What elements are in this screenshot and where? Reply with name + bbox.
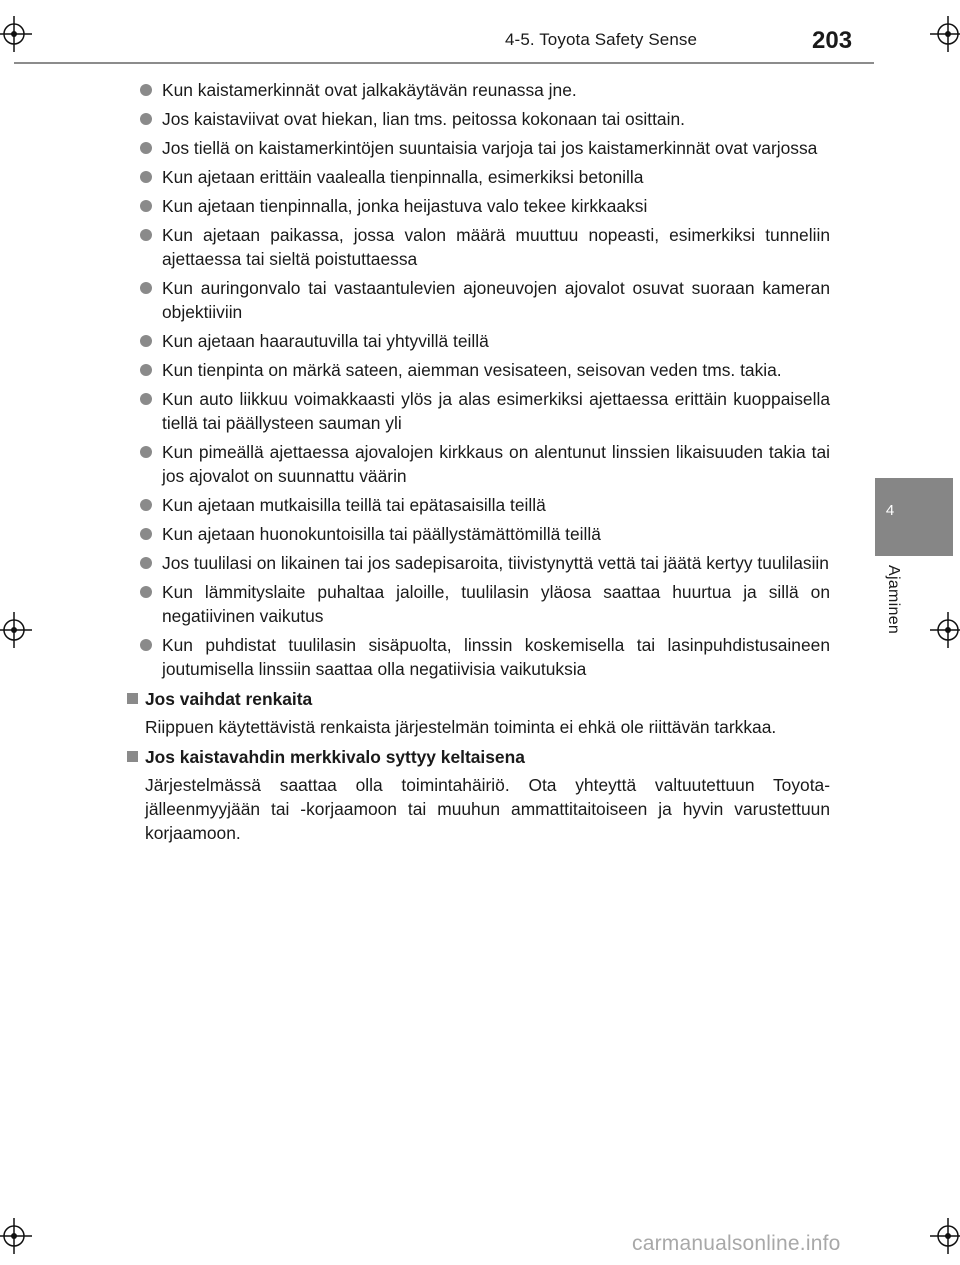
list-item-text: Jos tiellä on kaistamerkintöjen suuntaisia varjoja tai jos kaistamerkinnät ovat varjossa — [162, 138, 818, 158]
section-marker-icon — [127, 751, 138, 762]
bullet-icon — [140, 499, 152, 511]
bullet-icon — [140, 393, 152, 405]
list-item — [125, 194, 830, 218]
list-item-text: Kun puhdistat tuulilasin sisäpuolta, linssin koskemisella tai lasinpuhdistusaineen joutumisella linssiin saattaa olla negatiivisia vaikutuksia — [162, 635, 830, 679]
list-item — [125, 136, 830, 160]
registration-mark-icon — [930, 612, 960, 648]
list-item-text: Kun ajetaan erittäin vaalealla tienpinnalla, esimerkiksi betonilla — [162, 167, 644, 187]
list-item-text: Kun ajetaan paikassa, jossa valon määrä muuttuu nopeasti, esimerkiksi tunneliin ajettaessa tai sieltä poistuttaessa — [162, 225, 830, 269]
registration-mark-icon — [0, 16, 32, 52]
list-item-text: Kun lämmityslaite puhaltaa jaloille, tuulilasin yläosa saattaa huurtua ja sillä on negatiivinen vaikutus — [162, 582, 830, 626]
section-title: 4-5. Toyota Safety Sense — [505, 30, 698, 49]
bullet-icon — [140, 142, 152, 154]
list-item-text: Kun pimeällä ajettaessa ajovalojen kirkkaus on alentunut linssien likaisuuden takia tai jos ajovalot on suunnattu väärin — [162, 442, 830, 486]
registration-mark-icon — [0, 1218, 32, 1254]
list-item — [125, 78, 830, 102]
bullet-icon — [140, 171, 152, 183]
list-item — [125, 580, 830, 628]
list-item-text: Jos tuulilasi on likainen tai jos sadepisaroita, tiivistynyttä vettä tai jäätä kertyy tuulilasiin — [162, 553, 829, 573]
bullet-icon — [140, 639, 152, 651]
bullet-icon — [140, 557, 152, 569]
section-marker-icon — [127, 693, 138, 704]
list-item-text: Kun ajetaan mutkaisilla teillä tai epätasaisilla teillä — [162, 495, 546, 515]
registration-mark-icon — [930, 1218, 960, 1254]
section-tire-change — [125, 687, 830, 739]
bullet-icon — [140, 84, 152, 96]
bullet-icon — [140, 446, 152, 458]
section-body: Riippuen käytettävistä renkaista järjestelmän toiminta ei ehkä ole riittävän tarkkaa. — [145, 717, 777, 737]
list-item — [125, 165, 830, 189]
bullet-icon — [140, 200, 152, 212]
bullet-icon — [140, 586, 152, 598]
list-item-text: Kun ajetaan huonokuntoisilla tai päällystämättömillä teillä — [162, 524, 601, 544]
page-number: 203 — [812, 27, 853, 54]
list-item-text: Kun auringonvalo tai vastaantulevien ajoneuvojen ajovalot osuvat suoraan kameran objektiiviin — [162, 278, 830, 322]
list-item — [125, 358, 830, 382]
bullet-icon — [140, 364, 152, 376]
chapter-number: 4 — [885, 502, 895, 519]
list-item-text: Kun auto liikkuu voimakkaasti ylös ja alas esimerkiksi ajettaessa erittäin kuoppaisella tiellä tai päällysteen sauman yli — [162, 389, 830, 433]
list-item — [125, 440, 830, 488]
list-item — [125, 493, 830, 517]
list-item — [125, 522, 830, 546]
section-heading: Jos kaistavahdin merkkivalo syttyy keltaisena — [145, 747, 525, 767]
list-item — [125, 387, 830, 435]
section-heading: Jos vaihdat renkaita — [145, 689, 313, 709]
list-item-text: Kun ajetaan tienpinnalla, jonka heijastuva valo tekee kirkkaaksi — [162, 196, 648, 216]
bullet-icon — [140, 229, 152, 241]
registration-mark-icon — [930, 16, 960, 52]
bullet-icon — [140, 282, 152, 294]
bullet-icon — [140, 113, 152, 125]
bullet-icon — [140, 528, 152, 540]
bullet-icon — [140, 335, 152, 347]
header-divider — [14, 62, 874, 64]
main-content — [125, 78, 830, 845]
list-item — [125, 551, 830, 575]
section-indicator-yellow — [125, 745, 830, 845]
list-item-text: Kun kaistamerkinnät ovat jalkakäytävän reunassa jne. — [162, 80, 577, 100]
registration-mark-icon — [0, 612, 32, 648]
list-item-text: Kun tienpinta on märkä sateen, aiemman vesisateen, seisovan veden tms. takia. — [162, 360, 782, 380]
chapter-label: Ajaminen — [885, 565, 902, 635]
watermark-text: carmanualsonline.info — [632, 1232, 841, 1255]
list-item — [125, 223, 830, 271]
list-item — [125, 107, 830, 131]
list-item — [125, 329, 830, 353]
list-item-text: Jos kaistaviivat ovat hiekan, lian tms. peitossa kokonaan tai osittain. — [162, 109, 685, 129]
list-item — [125, 633, 830, 681]
section-body: Järjestelmässä saattaa olla toimintahäiriö. Ota yhteyttä valtuutettuun Toyota-jälleenmyyjään tai -korjaamoon tai muuhun ammattitaitoiseen ja hyvin varustettuun korjaamoon. — [145, 775, 830, 843]
list-item — [125, 276, 830, 324]
list-item-text: Kun ajetaan haarautuvilla tai yhtyvillä teillä — [162, 331, 489, 351]
